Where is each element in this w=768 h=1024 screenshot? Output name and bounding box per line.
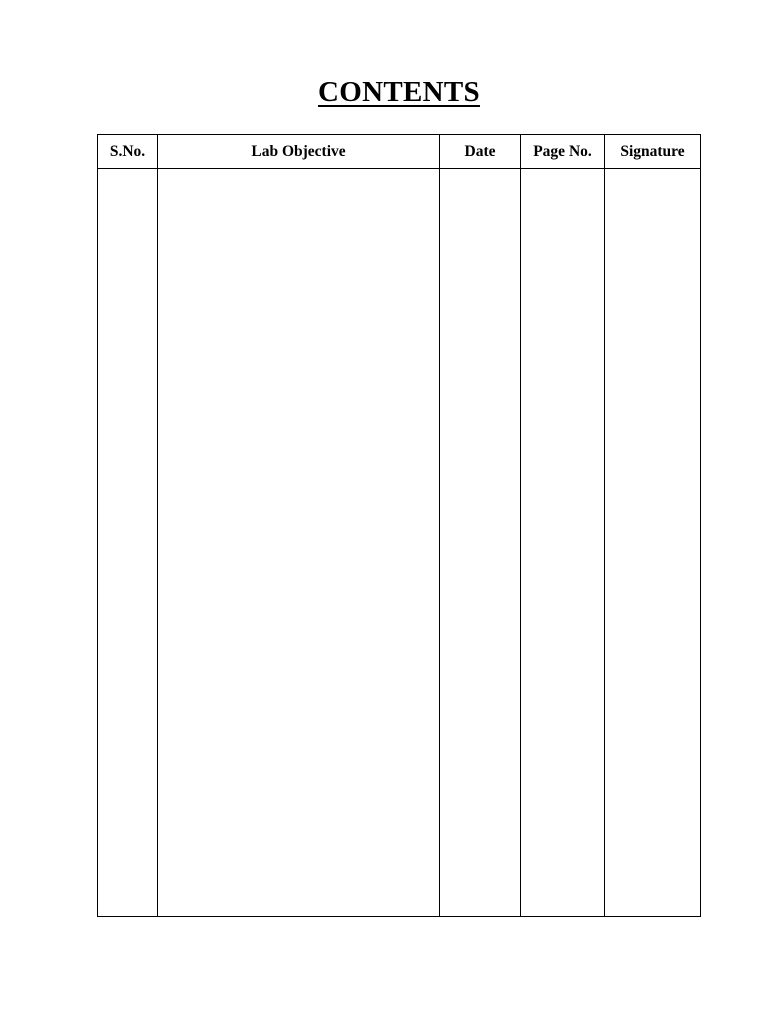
cell-date <box>440 169 521 917</box>
cell-page-no <box>521 169 605 917</box>
header-signature: Signature <box>605 135 701 169</box>
header-sno: S.No. <box>98 135 158 169</box>
cell-lab-objective <box>158 169 440 917</box>
header-date: Date <box>440 135 521 169</box>
table-body-row <box>98 169 701 917</box>
contents-table <box>97 134 701 917</box>
table-header-row <box>98 135 701 169</box>
cell-sno <box>98 169 158 917</box>
header-lab-objective: Lab Objective <box>158 135 440 169</box>
cell-signature <box>605 169 701 917</box>
page-title: CONTENTS <box>318 76 480 108</box>
header-page-no: Page No. <box>521 135 605 169</box>
